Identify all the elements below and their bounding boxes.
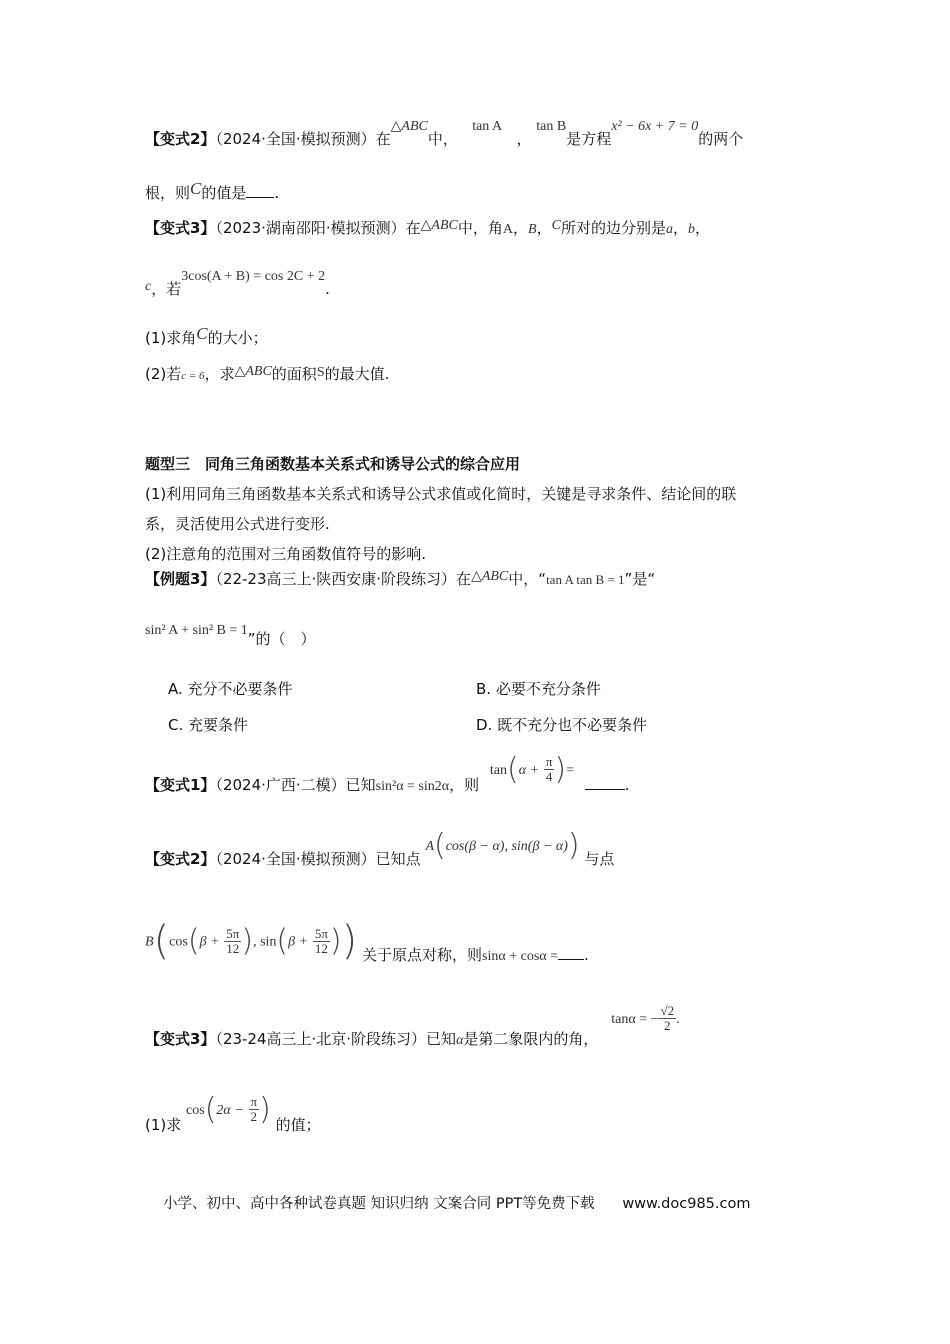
option-text: 充分不必要条件 (187, 680, 293, 698)
text: . (624, 776, 630, 794)
math-expression: sinα + cosα = (482, 949, 558, 964)
option-B[interactable] (476, 678, 601, 699)
footer-text: 小学、初中、高中各种试卷真题 知识归纳 文案合同 PPT等免费下载 (163, 1196, 595, 1212)
text: 与点 (584, 850, 615, 868)
option-text: 必要不充分条件 (495, 680, 601, 698)
variant2b-question-line1 (145, 828, 614, 869)
footer-site-link[interactable]: www.doc985.com (622, 1196, 751, 1212)
text: 中，角 (457, 219, 503, 237)
text: ”是“ (624, 570, 656, 588)
denominator: 12 (314, 940, 328, 956)
left-paren: ( (187, 923, 200, 959)
math-point-B (145, 918, 357, 964)
variant-label: 【变式2】 (145, 130, 216, 148)
text: ， (536, 219, 552, 237)
denominator: 2 (664, 1018, 671, 1033)
numerator: 5π (314, 925, 328, 941)
math-tan-expression (490, 752, 574, 787)
math-beta-plus: β + (288, 934, 309, 950)
text: ， (694, 219, 710, 237)
text: 中， (427, 130, 458, 148)
right-paren: ) (259, 1092, 271, 1127)
math-equation: x² − 6x + 7 = 0 (611, 119, 699, 134)
answer-blank[interactable] (585, 775, 625, 790)
text: 的值是 (201, 184, 247, 202)
math-A: A (425, 839, 434, 854)
option-D[interactable] (476, 714, 647, 735)
option-text: 充要条件 (188, 716, 249, 734)
right-paren: ) (567, 828, 580, 863)
source-text: （2024·广西·二模）已知 (215, 776, 376, 794)
math-c6: c = 6 (181, 370, 205, 382)
text: (2)若 (145, 365, 182, 383)
math-tanB: tan B (536, 119, 567, 134)
math-cos-expression (186, 1092, 271, 1127)
math-beta-plus: β + (199, 934, 220, 950)
math-sin: , sin (253, 934, 277, 950)
variant3-subquestion-2 (145, 363, 389, 384)
fraction-pi-4 (544, 755, 555, 784)
text: ”的（ ） (247, 630, 316, 648)
variant3b-subquestion-1 (145, 1092, 321, 1135)
math-cos: cos (186, 1103, 205, 1118)
math-arg: 2α − (216, 1103, 244, 1118)
right-paren: ) (329, 923, 342, 959)
source-text: （2023·湖南邵阳·模拟预测）在 (215, 219, 421, 237)
math-b: b (687, 222, 695, 237)
fraction-5pi-12 (313, 927, 330, 956)
text: 的两个 (698, 130, 744, 148)
math-condition2: sin² A + sin² B = 1 (145, 623, 248, 638)
text: (1)求 (145, 1116, 182, 1134)
paragraph-line: 系，灵活使用公式进行变形. (145, 515, 330, 533)
math-triangle: △ABC (390, 119, 428, 134)
numerator: 5π (226, 925, 240, 941)
example-label: 【例题3】 (145, 570, 216, 588)
fraction-pi-2 (249, 1095, 260, 1124)
text: . (325, 280, 330, 298)
math-c: c (145, 279, 152, 294)
left-paren: ( (434, 828, 446, 863)
fraction-5pi-12 (224, 927, 241, 956)
text: . (274, 184, 280, 202)
answer-blank[interactable] (558, 945, 584, 960)
source-text: （2024·全国·模拟预测）在 (215, 130, 391, 148)
text: ， (672, 219, 688, 237)
text: 的最大值. (324, 365, 390, 383)
math-a: a (665, 222, 673, 237)
right-paren: ) (554, 752, 567, 787)
math-alpha: α (456, 1033, 464, 1048)
math-point-A (425, 828, 579, 863)
variant-label: 【变式3】 (145, 219, 216, 237)
math-triangle: △ABC (420, 218, 458, 233)
math-condition: tan A tan B = 1 (546, 572, 625, 587)
variant3-subquestion-1 (145, 324, 268, 348)
variant3-question-line1 (145, 217, 710, 238)
math-equation: 3cos(A + B) = cos 2C + 2 (181, 269, 326, 284)
variant2-question-line2 (145, 179, 280, 203)
text: 关于原点对称，则 (362, 946, 483, 964)
text: 是方程 (566, 130, 612, 148)
example3-question-line2 (145, 623, 316, 649)
text: ， (516, 130, 532, 148)
text: 的大小； (207, 329, 268, 347)
left-paren: ( (276, 923, 289, 959)
math-C: C (196, 324, 208, 343)
math-tanA: tan A (472, 119, 503, 134)
answer-blank[interactable] (246, 183, 274, 198)
text: ，求 (204, 365, 235, 383)
math-condition: sin²α = sin2α (375, 779, 450, 794)
fraction-sqrt2-2 (658, 1004, 676, 1033)
text: ，若 (151, 280, 182, 298)
numerator: π (250, 1094, 258, 1109)
option-key: D. (476, 716, 493, 734)
example3-question-line1 (145, 568, 655, 589)
paragraph-line: (1)利用同角三角函数基本关系式和诱导公式求值或化简时，关键是寻求条件、结论间的联 (145, 485, 737, 503)
numerator: π (545, 754, 553, 769)
variant1-question (145, 752, 630, 795)
option-key: B. (476, 680, 492, 698)
math-tan: tan (489, 763, 508, 778)
source-text: （2024·全国·模拟预测）已知点 (215, 850, 421, 868)
variant-label: 【变式1】 (145, 776, 216, 794)
text: 的值； (275, 1116, 321, 1134)
right-paren: ) (341, 918, 358, 964)
math-tan-value (611, 1004, 679, 1033)
math-alpha-plus: α + (518, 763, 540, 778)
denominator: 2 (250, 1109, 258, 1124)
text: . (584, 946, 589, 964)
text: ，则 (449, 776, 480, 794)
paragraph-line: (2)注意角的范围对三角函数值符号的影响. (145, 545, 427, 563)
variant3b-question-line1 (145, 1004, 680, 1049)
page-footer (163, 1192, 751, 1213)
source-text: （23-24高三上·北京·阶段练习）已知 (215, 1030, 457, 1048)
math-A: A (502, 222, 514, 237)
text: . (676, 1012, 680, 1027)
math-coordinates: cos(β − α), sin(β − α) (445, 839, 568, 854)
math-C: C (551, 218, 561, 233)
denominator: 12 (226, 940, 240, 956)
variant-label: 【变式2】 (145, 850, 216, 868)
math-S: S (316, 365, 325, 380)
option-text: 既不充分也不必要条件 (497, 716, 648, 734)
math-C: C (190, 179, 202, 198)
variant2-question-line1 (145, 119, 744, 149)
option-key: A. (168, 680, 183, 698)
option-A[interactable] (168, 678, 293, 699)
text: ， (513, 219, 529, 237)
left-paren: ( (153, 918, 170, 964)
left-paren: ( (507, 752, 519, 787)
right-paren: ) (241, 923, 254, 959)
math-triangle: △ABC (234, 364, 272, 379)
text: 的面积 (271, 365, 317, 383)
math-B: B (145, 934, 154, 950)
math-tan: tanα = − (611, 1012, 659, 1027)
math-cos: cos (169, 934, 188, 950)
option-C[interactable] (168, 714, 248, 735)
source-text: （22-23高三上·陕西安康·阶段练习）在 (215, 570, 472, 588)
section-title: 题型三 同角三角函数基本关系式和诱导公式的综合应用 (145, 455, 521, 473)
text: 是第二象限内的角， (463, 1030, 599, 1048)
text: 所对的边分别是 (560, 219, 666, 237)
text: 根，则 (145, 184, 191, 202)
math-equals: = (566, 763, 575, 778)
variant2b-question-line2 (145, 918, 589, 965)
math-B: B (528, 222, 537, 237)
variant3-question-line2 (145, 269, 330, 299)
denominator: 4 (545, 769, 553, 784)
variant-label: 【变式3】 (145, 1030, 216, 1048)
text: (1)求角 (145, 329, 197, 347)
left-paren: ( (204, 1092, 217, 1127)
option-key: C. (168, 716, 184, 734)
math-triangle: △ABC (471, 569, 509, 584)
text: 中，“ (508, 570, 547, 588)
numerator: √2 (660, 1003, 675, 1018)
